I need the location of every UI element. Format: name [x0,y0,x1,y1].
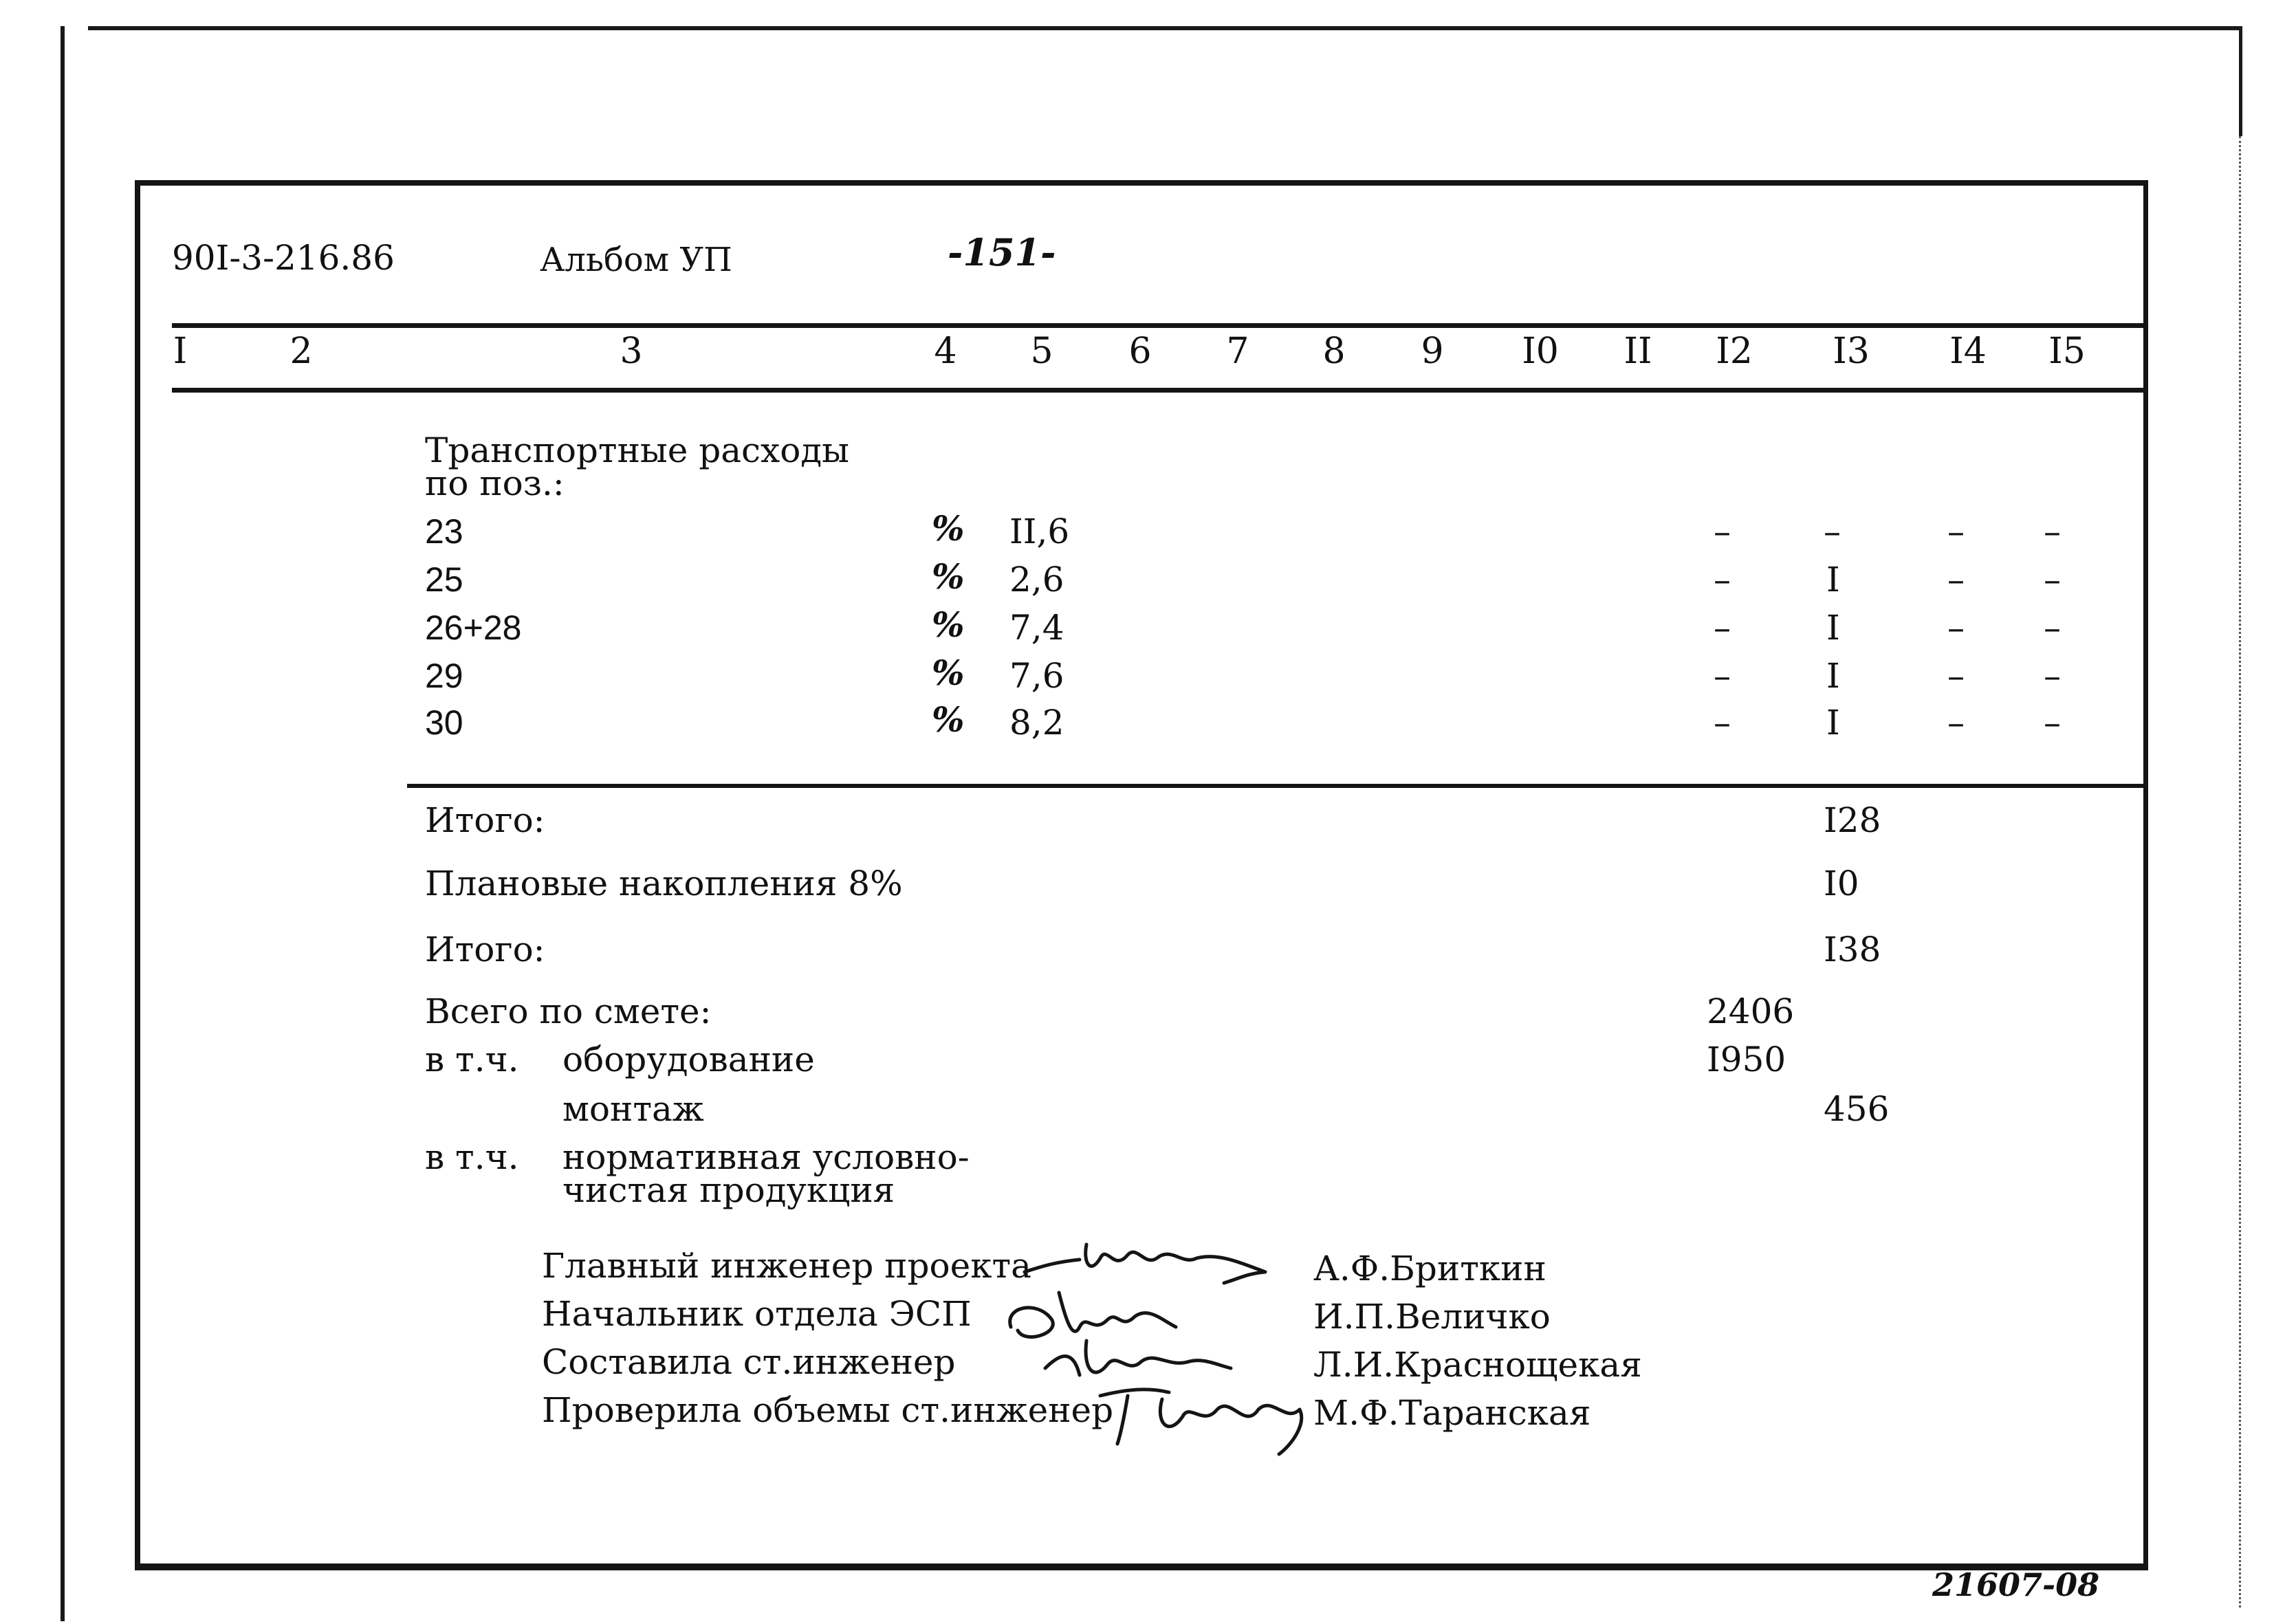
itogo2-label: Итого: [425,930,545,969]
row-value: 7,4 [1009,608,1064,648]
column-number: I2 [1716,331,1753,372]
sheet-right-border [2239,26,2242,136]
normative-line1: нормативная условно- [562,1137,970,1177]
row-col13: I [1826,656,1840,696]
row-unit: % [932,508,965,549]
normative-line2: чистая продукция [562,1170,895,1210]
signature-role: Начальник отдела ЭСП [542,1294,972,1334]
column-number: I [173,331,188,372]
row-col13: I [1826,560,1840,600]
row-col15: – [2044,656,2061,696]
column-number: 3 [620,331,643,372]
row-col12: – [1714,656,1731,696]
row-col12: – [1714,703,1731,743]
header-rule-bottom [172,388,2144,393]
row-unit: % [932,604,965,645]
row-col15: – [2044,703,2061,743]
row-col15: – [2044,608,2061,648]
column-number: II [1623,331,1652,372]
page-number: -151- [948,230,1056,274]
including-label: в т.ч. [425,1040,519,1079]
signature-role: Главный инженер проекта [542,1246,1031,1286]
signature-name: И.П.Величко [1313,1297,1551,1337]
row-unit: % [932,652,965,693]
signature-name: А.Ф.Бриткин [1313,1249,1546,1288]
doc-code: 90I-3-216.86 [172,238,395,278]
column-number: I5 [2048,331,2086,372]
row-col13: I [1826,608,1840,648]
montage-value: 456 [1824,1089,1890,1129]
row-value: 7,6 [1009,656,1064,696]
planned-savings-value: I0 [1824,864,1859,903]
row-value: 2,6 [1009,560,1064,600]
row-col15: – [2044,560,2061,600]
sheet-top-border [88,26,2240,30]
totals-rule [407,784,2144,788]
row-col12: – [1714,560,1731,600]
itogo-label: Итого: [425,800,545,840]
section-title-line1: Транспортные расходы [425,430,849,470]
including2-label: в т.ч. [425,1137,519,1177]
column-number: 2 [289,331,313,372]
planned-savings-label: Плановые накопления 8% [425,864,903,903]
row-position: 25 [425,560,463,599]
equipment-value: I950 [1707,1040,1786,1079]
signature-role: Составила ст.инженер [542,1342,956,1382]
row-col14: – [1947,703,1965,743]
sheet-left-border [61,26,65,1621]
equipment-label: оборудование [562,1040,815,1079]
row-position: 26+28 [425,608,522,647]
column-number: 6 [1128,331,1152,372]
album-label: Альбом УП [540,241,732,279]
row-col13: – [1824,512,1841,551]
signature-name: М.Ф.Таранская [1313,1393,1591,1433]
total-estimate-value: 2406 [1707,991,1795,1031]
row-col12: – [1714,512,1731,551]
row-col14: – [1947,608,1965,648]
row-col15: – [2044,512,2061,551]
sheet-right-border-dotted [2239,136,2243,1607]
column-number: 5 [1030,331,1053,372]
row-col12: – [1714,608,1731,648]
row-position: 23 [425,512,463,551]
signature-role: Проверила объемы ст.инженер [542,1390,1114,1430]
row-position: 30 [425,703,463,742]
row-position: 29 [425,657,463,695]
signature-name: Л.И.Краснощекая [1313,1345,1642,1385]
column-number: I4 [1949,331,1987,372]
row-col14: – [1947,512,1965,551]
row-col13: I [1826,703,1840,743]
itogo-value: I28 [1824,800,1881,840]
row-value: II,6 [1009,512,1070,551]
column-number: 8 [1322,331,1346,372]
column-number: 7 [1226,331,1249,372]
row-col14: – [1947,560,1965,600]
signature-scribble-4 [1086,1368,1334,1464]
row-unit: % [932,556,965,597]
itogo2-value: I38 [1824,930,1881,969]
column-number: I3 [1833,331,1870,372]
montage-label: монтаж [562,1089,704,1129]
inventory-number: 21607-08 [1932,1566,2100,1603]
column-number: 9 [1421,331,1444,372]
section-title-line2: по поз.: [425,463,565,503]
row-unit: % [932,699,965,740]
row-col14: – [1947,656,1965,696]
column-number: I0 [1522,331,1559,372]
total-estimate-label: Всего по смете: [425,991,712,1031]
header-rule-top [172,323,2144,328]
column-number: 4 [934,331,957,372]
row-value: 8,2 [1009,703,1064,743]
